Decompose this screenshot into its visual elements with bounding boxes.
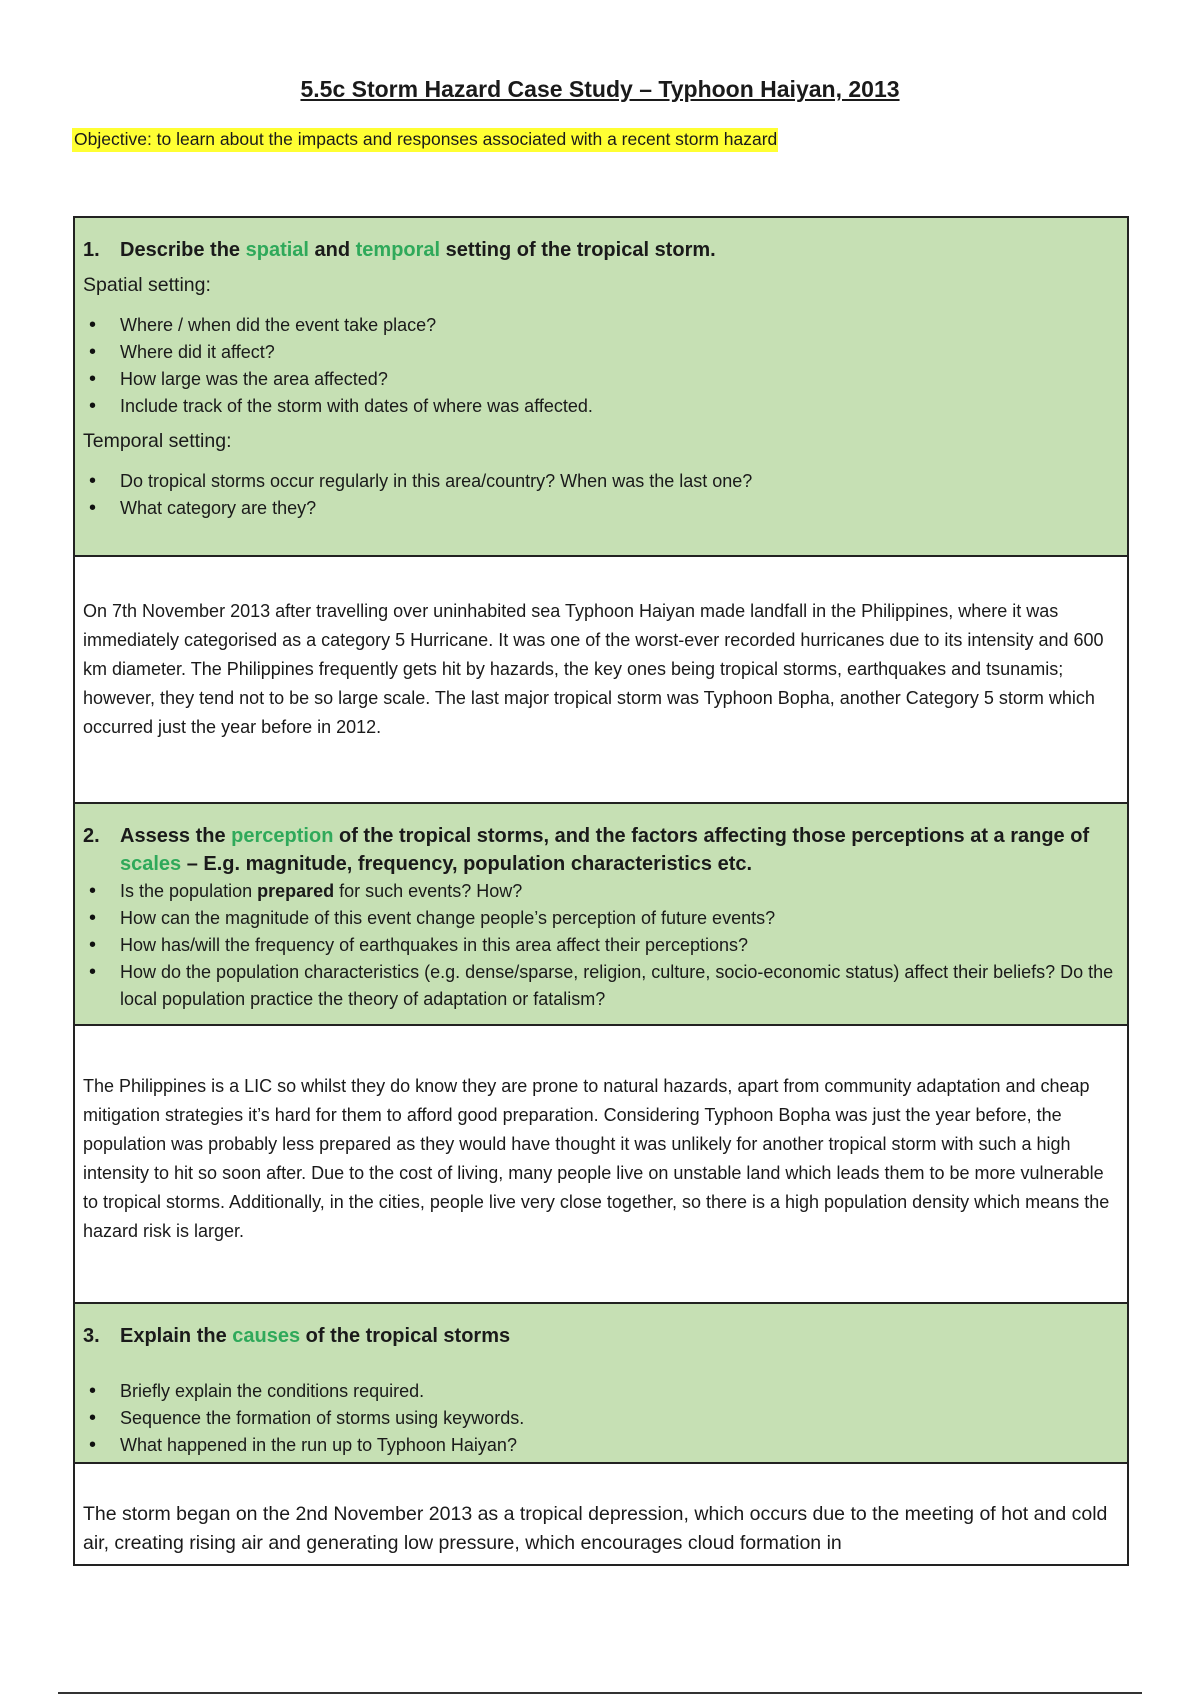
list-item: • Do tropical storms occur regularly in this area/country? When was the last one? <box>83 468 1117 495</box>
q1-spatial-label: Spatial setting: <box>83 274 211 296</box>
q3-list <box>83 1378 1117 1459</box>
q1-heading-part: Describe the <box>120 239 246 261</box>
q1-heading-part: setting of the tropical storm. <box>440 239 716 261</box>
list-item <box>83 878 1117 905</box>
q3-answer-text: The storm began on the 2nd November 2013 as a tropical depression, which occurs due to the meeting of hot and cold air, creating rising air and generating low pressure, which encourages cloud formation in <box>83 1503 1108 1554</box>
q3-question-cell <box>75 1302 1127 1462</box>
list-item: • Include track of the storm with dates of where was affected. <box>83 393 1117 420</box>
list-item: • Where did it affect? <box>83 339 1117 366</box>
list-item: • How has/will the frequency of earthquakes in this area affect their perceptions? <box>83 932 1117 959</box>
q3-number: 3. <box>83 1325 100 1347</box>
q1-temporal-list <box>83 468 1117 522</box>
q2-list <box>83 878 1117 1013</box>
q3-heading-part: of the tropical storms <box>300 1325 511 1347</box>
q2-heading-part: – E.g. magnitude, frequency, population characteristics etc. <box>181 853 753 875</box>
q1-heading-part: and <box>308 239 356 261</box>
q2-heading-part: of the tropical storms, and the factors affecting those perceptions at a range of <box>333 825 1090 847</box>
q2-bullet-part: for such events? How? <box>334 881 523 901</box>
q3-keyword-causes: causes <box>232 1325 301 1347</box>
q2-heading <box>83 822 1117 878</box>
list-item: • What category are they? <box>83 495 1117 522</box>
list-item: • Sequence the formation of storms using keywords. <box>83 1405 1117 1432</box>
q1-keyword-spatial: spatial <box>245 239 309 261</box>
q2-answer-cell <box>75 1024 1127 1302</box>
case-study-table <box>73 216 1129 1566</box>
page-title: 5.5c Storm Hazard Case Study – Typhoon Haiyan, 2013 <box>300 76 900 102</box>
q1-answer-cell <box>75 555 1127 802</box>
q3-answer-cell <box>75 1462 1127 1564</box>
q1-answer-text: On 7th November 2013 after travelling over uninhabited sea Typhoon Haiyan made landfall in the Philippines, where it was immediately categorised as a category 5 Hurricane. It was one of the worst-ever recorded hurricanes due to its intensity and 600 km diameter. The Philippines frequently gets hit by hazards, the key ones being tropical storms, earthquakes and tsunamis; however, they tend not to be so large scale. The last major tropical storm was Typhoon Bopha, another Category 5 storm which occurred just the year before in 2012. <box>83 601 1104 737</box>
q2-question-cell <box>75 802 1127 1024</box>
q3-heading <box>83 1322 1117 1350</box>
q2-keyword-perception: perception <box>231 825 334 847</box>
q2-bullet-bold: prepared <box>257 881 335 901</box>
list-item: • What happened in the run up to Typhoon Haiyan? <box>83 1432 1117 1459</box>
list-item: • How large was the area affected? <box>83 366 1117 393</box>
objective-text: Objective: to learn about the impacts and responses associated with a recent storm hazard <box>72 128 778 152</box>
q1-spatial-list <box>83 312 1117 420</box>
list-item: • Briefly explain the conditions required. <box>83 1378 1117 1405</box>
q2-answer-text: The Philippines is a LIC so whilst they do know they are prone to natural hazards, apart from community adaptation and cheap mitigation strategies it’s hard for them to afford good preparation. Considering Typhoon Bopha was just the year before, the population was probably less prepared as they would have thought it was unlikely for another tropical storm with such a high intensity to hit so soon after. Due to the cost of living, many people live on unstable land which leads them to be more vulnerable to tropical storms. Additionally, in the cities, people live very close together, so there is a high population density which means the hazard risk is larger. <box>83 1076 1110 1241</box>
q2-keyword-scales: scales <box>120 853 182 875</box>
q1-number: 1. <box>83 239 100 261</box>
q1-temporal-label: Temporal setting: <box>83 430 232 452</box>
q1-keyword-temporal: temporal <box>355 239 441 261</box>
q1-question-cell <box>75 218 1127 555</box>
q2-heading-part: Assess the <box>120 825 232 847</box>
q1-heading <box>83 236 1117 264</box>
list-item: • How can the magnitude of this event change people’s perception of future events? <box>83 905 1117 932</box>
list-item: • How do the population characteristics (e.g. dense/sparse, religion, culture, socio-economic status) affect their beliefs? Do the local population practice the theory of adaptation or fatalism? <box>83 959 1117 1013</box>
q3-heading-part: Explain the <box>120 1325 233 1347</box>
q2-number: 2. <box>83 825 100 847</box>
list-item: • Where / when did the event take place? <box>83 312 1117 339</box>
page-footer-rule <box>58 1692 1142 1694</box>
q2-bullet-part: Is the population <box>120 881 258 901</box>
